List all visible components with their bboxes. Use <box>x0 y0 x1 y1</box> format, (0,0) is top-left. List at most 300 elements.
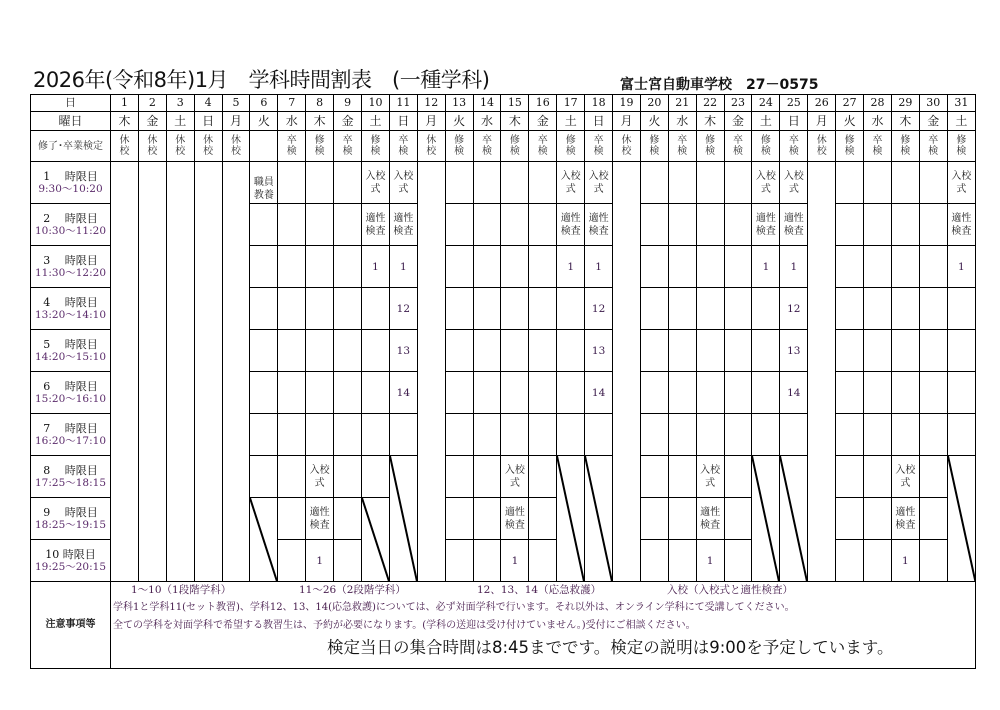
weekday-cell: 水 <box>473 112 501 131</box>
schedule-cell <box>640 330 668 372</box>
lesson-label: 1 <box>958 260 965 273</box>
period-number: 9 時限目 <box>43 505 98 519</box>
schedule-cell <box>947 204 975 246</box>
schedule-cell <box>919 540 947 582</box>
schedule-cell <box>445 162 473 204</box>
lesson-label: 1 <box>372 260 379 273</box>
schedule-cell <box>891 498 919 540</box>
period-number: 6 時限目 <box>43 379 98 393</box>
lesson-label: 1 <box>595 260 602 273</box>
date-cell: 27 <box>836 95 864 112</box>
schedule-cell <box>473 498 501 540</box>
schedule-cell <box>278 414 306 456</box>
exam-cell: 卒 検 <box>278 131 306 162</box>
date-cell: 24 <box>752 95 780 112</box>
schedule-cell <box>389 288 417 330</box>
lesson-label: 入校 式 <box>895 464 916 489</box>
schedule-cell <box>557 288 585 330</box>
weekday-cell: 土 <box>947 112 975 131</box>
lesson-label: 適性 検査 <box>588 212 609 237</box>
holiday-column <box>111 162 139 582</box>
schedule-cell <box>947 330 975 372</box>
exam-cell: 卒 検 <box>389 131 417 162</box>
schedule-cell <box>696 330 724 372</box>
schedule-cell <box>529 288 557 330</box>
unavailable-slot <box>389 456 417 582</box>
schedule-cell <box>250 414 278 456</box>
schedule-cell <box>306 498 334 540</box>
exam-header: 修了･卒業検定 <box>31 131 111 162</box>
exam-cell: 卒 検 <box>334 131 362 162</box>
schedule-cell <box>473 540 501 582</box>
period-time: 16:20～17:10 <box>34 434 107 447</box>
schedule-cell <box>278 246 306 288</box>
schedule-cell <box>836 330 864 372</box>
schedule-cell <box>864 456 892 498</box>
exam-cell: 修 検 <box>752 131 780 162</box>
unavailable-slot <box>585 456 613 582</box>
weekday-cell: 水 <box>278 112 306 131</box>
lesson-label: 12 <box>591 302 606 315</box>
schedule-cell <box>389 204 417 246</box>
date-cell: 6 <box>250 95 278 112</box>
schedule-cell <box>780 246 808 288</box>
diagonal-strike <box>948 456 975 581</box>
period-time: 19:25～20:15 <box>34 560 107 573</box>
schedule-cell <box>250 372 278 414</box>
schedule-cell <box>780 162 808 204</box>
schedule-cell <box>529 498 557 540</box>
diagonal-strike <box>557 456 584 581</box>
schedule-cell <box>557 204 585 246</box>
lesson-label: 適性 検査 <box>309 506 330 531</box>
lesson-label: 適性 検査 <box>700 506 721 531</box>
schedule-cell <box>501 414 529 456</box>
schedule-cell <box>891 540 919 582</box>
exam-day-notice: 検定当日の集合時間は8:45までです。検定の説明は9:00を予定しています。 <box>327 638 894 657</box>
schedule-cell <box>919 204 947 246</box>
schedule-cell <box>724 162 752 204</box>
schedule-cell <box>529 162 557 204</box>
diagonal-strike <box>362 498 389 581</box>
holiday-column <box>194 162 222 582</box>
period-number: 1 時限目 <box>43 169 98 183</box>
period-label <box>31 162 111 204</box>
schedule-cell <box>585 204 613 246</box>
lesson-label: 1 <box>762 260 770 273</box>
lesson-label: 入校 式 <box>588 170 609 195</box>
weekday-cell: 火 <box>640 112 668 131</box>
schedule-cell <box>891 288 919 330</box>
schedule-cell <box>864 204 892 246</box>
exam-cell: 休 校 <box>417 131 445 162</box>
schedule-cell <box>501 162 529 204</box>
lesson-label: 適性 検査 <box>560 212 581 237</box>
exam-cell: 卒 検 <box>585 131 613 162</box>
date-cell: 15 <box>501 95 529 112</box>
schedule-cell <box>891 246 919 288</box>
period-time: 11:30～12:20 <box>34 266 107 279</box>
schedule-cell <box>668 372 696 414</box>
lesson-label: 職員 教養 <box>253 177 274 201</box>
period-number: 2 時限目 <box>43 211 98 225</box>
period-time: 18:25～19:15 <box>34 518 107 531</box>
schedule-cell <box>891 330 919 372</box>
schedule-cell <box>696 540 724 582</box>
schedule-cell <box>836 540 864 582</box>
lesson-label: 適性 検査 <box>755 212 776 237</box>
schedule-cell <box>640 540 668 582</box>
schedule-cell <box>334 330 362 372</box>
date-cell: 19 <box>613 95 641 112</box>
date-cell: 20 <box>640 95 668 112</box>
schedule-cell <box>752 372 780 414</box>
exam-cell: 修 検 <box>696 131 724 162</box>
schedule-cell <box>696 204 724 246</box>
period-label <box>31 498 111 540</box>
weekday-cell: 木 <box>501 112 529 131</box>
schedule-cell <box>501 330 529 372</box>
weekday-cell: 木 <box>696 112 724 131</box>
lesson-label: 13 <box>591 344 606 357</box>
schedule-cell <box>334 204 362 246</box>
schedule-cell <box>864 540 892 582</box>
exam-cell: 修 検 <box>891 131 919 162</box>
schedule-cell <box>585 246 613 288</box>
date-cell: 2 <box>138 95 166 112</box>
date-cell: 5 <box>222 95 250 112</box>
date-cell: 17 <box>557 95 585 112</box>
schedule-cell <box>362 330 390 372</box>
exam-cell: 修 検 <box>836 131 864 162</box>
lesson-label: 14 <box>396 386 411 399</box>
schedule-cell <box>306 162 334 204</box>
schedule-cell <box>585 372 613 414</box>
timetable <box>30 94 976 669</box>
date-cell: 10 <box>362 95 390 112</box>
diagonal-strike <box>585 456 612 581</box>
note-line: 全ての学科を対面学科で希望する教習生は、予約が必要になります。(学科の送迎は受け付けていません。)受付にご相談ください。 <box>113 620 696 631</box>
notes-content <box>111 582 976 669</box>
schedule-cell <box>389 162 417 204</box>
schedule-cell <box>529 414 557 456</box>
period-time: 14:20～15:10 <box>34 350 107 363</box>
schedule-cell <box>250 330 278 372</box>
exam-cell: 休 校 <box>222 131 250 162</box>
schedule-cell <box>362 456 390 498</box>
period-time: 13:20～14:10 <box>34 308 107 321</box>
schedule-cell <box>836 288 864 330</box>
page-title: 2026年(令和8年)1月 学科時間割表 (一種学科) <box>33 68 490 92</box>
schedule-cell <box>278 540 306 582</box>
schedule-cell <box>389 330 417 372</box>
schedule-cell <box>640 288 668 330</box>
schedule-cell <box>668 456 696 498</box>
schedule-cell <box>836 414 864 456</box>
weekday-cell: 金 <box>724 112 752 131</box>
schedule-cell <box>919 372 947 414</box>
weekday-cell: 火 <box>445 112 473 131</box>
lesson-label: 適性 検査 <box>783 212 804 237</box>
schedule-cell <box>557 162 585 204</box>
unavailable-slot <box>557 456 585 582</box>
schedule-cell <box>891 204 919 246</box>
period-number: 5 時限目 <box>43 337 98 351</box>
holiday-column <box>138 162 166 582</box>
schedule-cell <box>891 162 919 204</box>
lesson-label: 入校 式 <box>309 464 330 489</box>
lesson-label: 1 <box>567 260 575 273</box>
schedule-cell <box>724 246 752 288</box>
period-time: 9:30～10:20 <box>38 182 103 195</box>
weekday-cell: 月 <box>613 112 641 131</box>
schedule-cell <box>334 162 362 204</box>
schedule-cell <box>445 330 473 372</box>
schedule-cell <box>250 204 278 246</box>
schedule-cell <box>585 162 613 204</box>
exam-cell: 卒 検 <box>919 131 947 162</box>
schedule-cell <box>640 162 668 204</box>
schedule-cell <box>780 372 808 414</box>
schedule-cell <box>278 498 306 540</box>
schedule-cell <box>696 414 724 456</box>
holiday-column <box>222 162 250 582</box>
holiday-column <box>417 162 445 582</box>
schedule-cell <box>306 372 334 414</box>
lesson-label: 12 <box>396 302 411 315</box>
schedule-cell <box>668 204 696 246</box>
schedule-cell <box>389 372 417 414</box>
schedule-cell <box>334 456 362 498</box>
schedule-cell <box>501 204 529 246</box>
schedule-cell <box>473 246 501 288</box>
weekday-cell: 土 <box>362 112 390 131</box>
date-cell: 29 <box>891 95 919 112</box>
schedule-cell <box>306 204 334 246</box>
exam-cell: 休 校 <box>808 131 836 162</box>
date-cell: 21 <box>668 95 696 112</box>
schedule-cell <box>585 288 613 330</box>
schedule-cell <box>557 372 585 414</box>
legend-item: 1～10（1段階学科） <box>131 584 232 596</box>
schedule-cell <box>864 414 892 456</box>
schedule-cell <box>306 414 334 456</box>
lesson-label: 13 <box>787 344 801 357</box>
schedule-cell <box>473 414 501 456</box>
schedule-cell <box>640 414 668 456</box>
schedule-cell <box>947 414 975 456</box>
schedule-cell <box>445 204 473 246</box>
schedule-cell <box>668 540 696 582</box>
schedule-cell <box>334 246 362 288</box>
date-cell: 31 <box>947 95 975 112</box>
weekday-cell: 土 <box>557 112 585 131</box>
date-cell: 12 <box>417 95 445 112</box>
lesson-label: 入校 式 <box>560 170 581 195</box>
schedule-cell <box>891 456 919 498</box>
exam-cell: 休 校 <box>613 131 641 162</box>
schedule-cell <box>919 162 947 204</box>
weekday-cell: 土 <box>166 112 194 131</box>
period-number: 4 時限目 <box>43 295 98 309</box>
schedule-cell <box>473 330 501 372</box>
schedule-cell <box>919 498 947 540</box>
schedule-cell <box>557 246 585 288</box>
exam-cell: 卒 検 <box>529 131 557 162</box>
lesson-label: 14 <box>787 386 801 399</box>
schedule-cell <box>919 246 947 288</box>
holiday-column <box>613 162 641 582</box>
period-time: 10:30～11:20 <box>34 224 107 237</box>
weekday-cell: 日 <box>389 112 417 131</box>
exam-cell: 休 校 <box>111 131 139 162</box>
weekday-cell: 水 <box>668 112 696 131</box>
schedule-cell <box>501 246 529 288</box>
lesson-label: 1 <box>902 554 909 567</box>
schedule-cell <box>362 246 390 288</box>
weekday-cell: 金 <box>138 112 166 131</box>
schedule-cell <box>278 330 306 372</box>
exam-cell: 修 検 <box>362 131 390 162</box>
schedule-cell <box>250 162 278 204</box>
period-label <box>31 204 111 246</box>
schedule-cell <box>557 414 585 456</box>
schedule-cell <box>278 456 306 498</box>
schedule-cell <box>836 456 864 498</box>
weekday-cell: 木 <box>306 112 334 131</box>
date-cell: 23 <box>724 95 752 112</box>
schedule-cell <box>724 288 752 330</box>
schedule-cell <box>864 330 892 372</box>
schedule-cell <box>334 288 362 330</box>
lesson-label: 13 <box>396 344 411 357</box>
diagonal-strike <box>752 456 779 581</box>
schedule-cell <box>585 414 613 456</box>
schedule-cell <box>640 372 668 414</box>
schedule-cell <box>724 330 752 372</box>
schedule-cell <box>362 414 390 456</box>
schedule-cell <box>362 372 390 414</box>
schedule-cell <box>640 498 668 540</box>
schedule-cell <box>306 246 334 288</box>
schedule-cell <box>696 246 724 288</box>
schedule-cell <box>864 162 892 204</box>
lesson-label: 入校 式 <box>783 170 804 195</box>
weekday-cell: 月 <box>222 112 250 131</box>
weekday-cell: 金 <box>919 112 947 131</box>
schedule-cell <box>445 288 473 330</box>
schedule-cell <box>836 372 864 414</box>
weekday-cell: 火 <box>250 112 278 131</box>
schedule-cell <box>891 372 919 414</box>
weekday-cell: 金 <box>334 112 362 131</box>
schedule-cell <box>947 288 975 330</box>
exam-cell: 修 検 <box>306 131 334 162</box>
exam-cell: 卒 検 <box>780 131 808 162</box>
holiday-column <box>166 162 194 582</box>
schedule-cell <box>306 456 334 498</box>
schedule-cell <box>891 414 919 456</box>
lesson-label: 入校 式 <box>504 464 525 489</box>
lesson-label: 適性 検査 <box>393 212 414 237</box>
date-cell: 14 <box>473 95 501 112</box>
lesson-label: 入校 式 <box>700 464 721 489</box>
schedule-cell <box>696 456 724 498</box>
exam-cell: 修 検 <box>501 131 529 162</box>
schedule-cell <box>362 162 390 204</box>
date-cell: 11 <box>389 95 417 112</box>
date-cell: 16 <box>529 95 557 112</box>
schedule-cell <box>473 288 501 330</box>
schedule-cell <box>836 498 864 540</box>
date-cell: 3 <box>166 95 194 112</box>
schedule-cell <box>836 204 864 246</box>
schedule-cell <box>919 330 947 372</box>
diagonal-strike <box>250 498 277 581</box>
schedule-cell <box>445 414 473 456</box>
schedule-cell <box>836 162 864 204</box>
schedule-cell <box>529 330 557 372</box>
schedule-cell <box>724 456 752 498</box>
weekday-cell: 木 <box>891 112 919 131</box>
schedule-cell <box>306 330 334 372</box>
schedule-cell <box>780 204 808 246</box>
schedule-cell <box>445 246 473 288</box>
schedule-cell <box>947 246 975 288</box>
schedule-cell <box>529 204 557 246</box>
weekday-cell: 木 <box>111 112 139 131</box>
period-number: 7 時限目 <box>43 421 98 435</box>
unavailable-slot <box>362 498 390 582</box>
period-label <box>31 372 111 414</box>
schedule-cell <box>334 540 362 582</box>
schedule-cell <box>752 204 780 246</box>
exam-cell: 休 校 <box>194 131 222 162</box>
schedule-cell <box>668 288 696 330</box>
schedule-cell <box>724 372 752 414</box>
schedule-cell <box>919 456 947 498</box>
schedule-cell <box>334 498 362 540</box>
schedule-cell <box>668 246 696 288</box>
period-label <box>31 330 111 372</box>
schedule-cell <box>947 372 975 414</box>
weekday-cell: 月 <box>417 112 445 131</box>
schedule-cell <box>445 540 473 582</box>
schedule-cell <box>668 498 696 540</box>
schedule-cell <box>529 246 557 288</box>
period-label <box>31 540 111 582</box>
schedule-cell <box>501 456 529 498</box>
date-cell: 28 <box>864 95 892 112</box>
schedule-cell <box>389 414 417 456</box>
schedule-cell <box>864 246 892 288</box>
lesson-label: 入校 式 <box>393 170 414 195</box>
schedule-cell <box>864 498 892 540</box>
schedule-cell <box>250 456 278 498</box>
schedule-cell <box>445 372 473 414</box>
schedule-cell <box>501 498 529 540</box>
date-cell: 1 <box>111 95 139 112</box>
schedule-cell <box>445 456 473 498</box>
schedule-cell <box>362 288 390 330</box>
date-cell: 7 <box>278 95 306 112</box>
schedule-cell <box>306 540 334 582</box>
lesson-label: 入校 式 <box>755 170 776 195</box>
period-time: 17:25～18:15 <box>34 476 107 489</box>
date-cell: 25 <box>780 95 808 112</box>
exam-cell: 修 検 <box>445 131 473 162</box>
unavailable-slot <box>250 498 278 582</box>
